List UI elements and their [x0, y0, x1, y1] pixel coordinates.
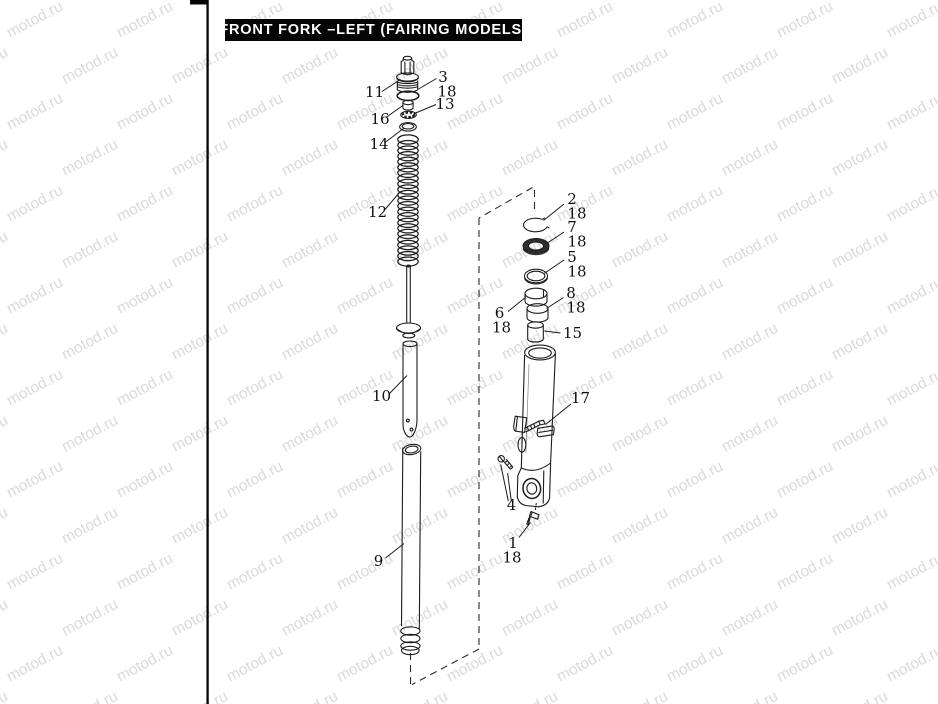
diagram-title-text: FRONT FORK –LEFT (FAIRING MODELS) — [219, 22, 528, 38]
diagram-title — [219, 19, 528, 41]
